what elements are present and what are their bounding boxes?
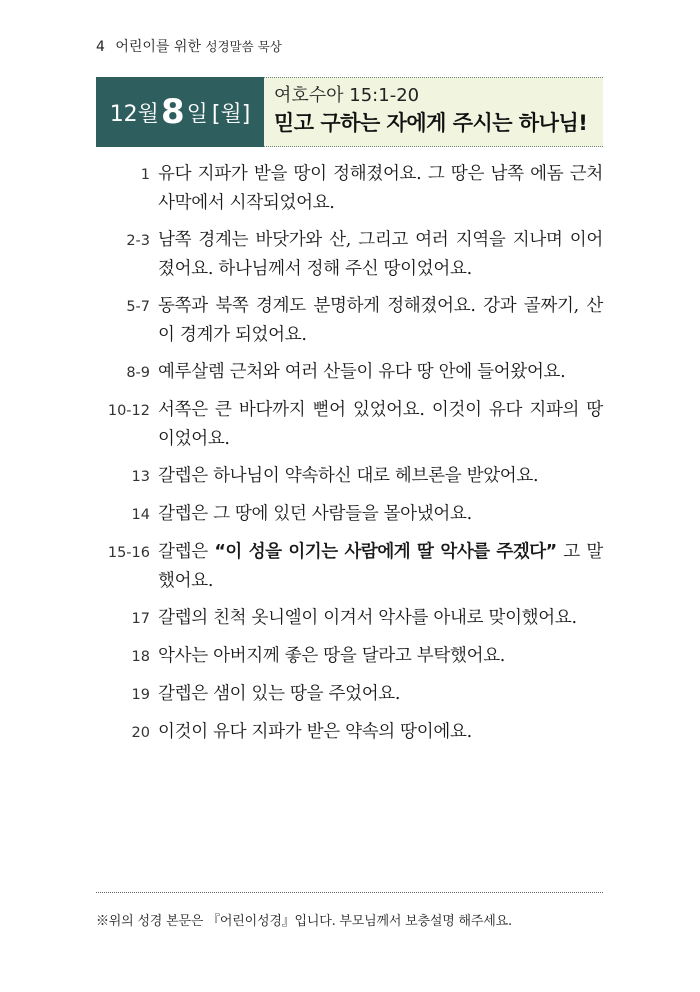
verse-quote-emphasis: “이 성을 이기는 사람에게 딸 악사를 주겠다” bbox=[214, 542, 557, 562]
verse-text: 이것이 유다 지파가 받은 약속의 땅이에요. bbox=[158, 722, 472, 742]
date-box bbox=[96, 77, 264, 147]
verse-row bbox=[96, 462, 603, 492]
date-day-suffix: 일 bbox=[186, 101, 208, 127]
verse-number: 15-16 bbox=[107, 545, 150, 561]
book-subtitle: 성경말씀 묵상 bbox=[205, 39, 282, 54]
verse-text: 유다 지파가 받을 땅이 정해졌어요. 그 땅은 남쪽 에돔 근처 사막에서 시작되었어요. bbox=[158, 164, 603, 213]
verse-list bbox=[96, 160, 603, 756]
verse-row bbox=[96, 160, 603, 218]
verse-text: 갈렙은 하나님이 약속하신 대로 헤브론을 받았어요. bbox=[158, 466, 539, 486]
verse-row bbox=[96, 396, 603, 454]
title-box bbox=[264, 77, 603, 147]
devotion-header bbox=[96, 77, 603, 147]
verse-number: 13 bbox=[131, 469, 150, 485]
verse-number: 2-3 bbox=[126, 233, 150, 249]
verse-number: 17 bbox=[131, 611, 150, 627]
verse-text: 갈렙은 샘이 있는 땅을 주었어요. bbox=[158, 684, 401, 704]
verse-number: 20 bbox=[131, 725, 150, 741]
verse-text: 예루살렘 근처와 여러 산들이 유다 땅 안에 들어왔어요. bbox=[158, 362, 566, 382]
verse-text: 악사는 아버지께 좋은 땅을 달라고 부탁했어요. bbox=[158, 646, 506, 666]
verse-row bbox=[96, 680, 603, 710]
verse-text: 갈렙의 친척 옷니엘이 이겨서 악사를 아내로 맞이했어요. bbox=[158, 608, 577, 628]
page-number: 4 bbox=[96, 39, 105, 55]
verse-number: 1 bbox=[140, 167, 150, 183]
book-title: 어린이를 위한 bbox=[115, 39, 201, 55]
verse-row bbox=[96, 718, 603, 748]
date-weekday: [월] bbox=[211, 101, 251, 127]
verse-text bbox=[158, 538, 603, 596]
verse-row bbox=[96, 642, 603, 672]
verse-row bbox=[96, 358, 603, 388]
verse-number: 5-7 bbox=[126, 299, 150, 315]
footer-divider bbox=[96, 892, 603, 893]
verse-number: 14 bbox=[131, 507, 150, 523]
verse-row bbox=[96, 538, 603, 596]
verse-text: 남쪽 경계는 바닷가와 산, 그리고 여러 지역을 지나며 이어졌어요. 하나님께서 정해 주신 땅이었어요. bbox=[158, 230, 603, 279]
verse-row bbox=[96, 226, 603, 284]
scripture-reference: 여호수아 15:1-20 bbox=[274, 85, 420, 106]
verse-row bbox=[96, 604, 603, 634]
date-day: 8 bbox=[160, 92, 185, 132]
footnote: ※위의 성경 본문은 『어린이성경』입니다. 부모님께서 보충설명 해주세요. bbox=[96, 914, 512, 929]
verse-number: 19 bbox=[131, 687, 150, 703]
verse-text-before: 갈렙은 bbox=[158, 542, 215, 562]
verse-text: 갈렙은 그 땅에 있던 사람들을 몰아냈어요. bbox=[158, 504, 472, 524]
devotion-title: 믿고 구하는 자에게 주시는 하나님! bbox=[274, 111, 588, 135]
verse-row bbox=[96, 292, 603, 350]
verse-number: 10-12 bbox=[107, 403, 150, 419]
verse-number: 8-9 bbox=[126, 365, 150, 381]
date-month: 12월 bbox=[109, 101, 159, 127]
verse-row bbox=[96, 500, 603, 530]
verse-text: 서쪽은 큰 바다까지 뻗어 있었어요. 이것이 유다 지파의 땅이었어요. bbox=[158, 400, 603, 449]
verse-text: 동쪽과 북쪽 경계도 분명하게 정해졌어요. 강과 골짜기, 산이 경계가 되었어요. bbox=[158, 296, 603, 345]
running-head bbox=[96, 36, 282, 56]
verse-number: 18 bbox=[131, 649, 150, 665]
verse-text-after: 고 말했어요. bbox=[158, 542, 603, 591]
